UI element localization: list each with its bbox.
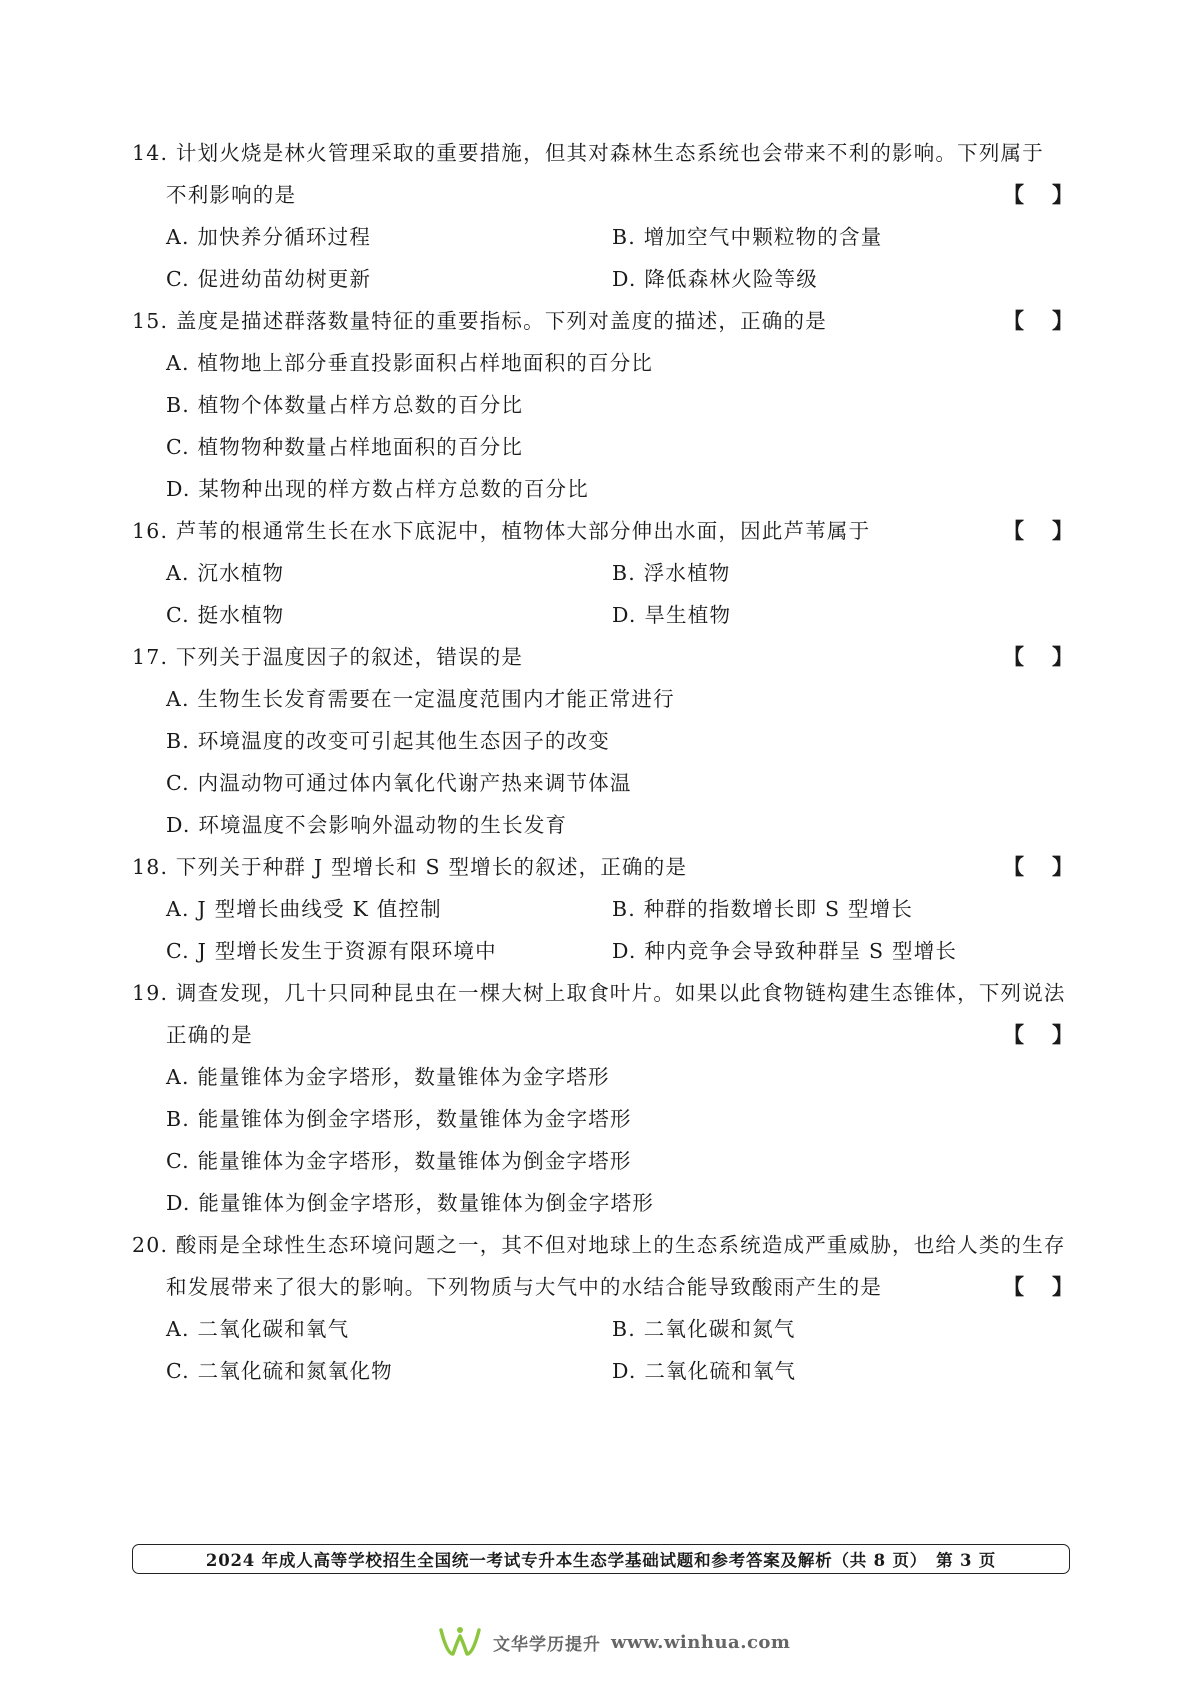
question-14-option-c: C. 促进幼苗幼树更新 bbox=[166, 267, 372, 291]
answer-bracket-20: 【 】 bbox=[1003, 1274, 1073, 1299]
question-20-stem: 20. 酸雨是全球性生态环境问题之一，其不但对地球上的生态系统造成严重威胁，也给人类的生存 bbox=[132, 1233, 1066, 1257]
question-18-option-d: D. 种内竞争会导致种群呈 S 型增长 bbox=[612, 939, 958, 963]
watermark-url: www.winhua.com bbox=[611, 1631, 791, 1653]
question-20-option-a: A. 二氧化碳和氧气 bbox=[166, 1317, 350, 1341]
question-16-option-a: A. 沉水植物 bbox=[166, 561, 285, 585]
question-15-option-c: C. 植物物种数量占样地面积的百分比 bbox=[166, 435, 524, 459]
question-15-option-d: D. 某物种出现的样方数占样方总数的百分比 bbox=[166, 477, 589, 501]
question-19-option-c: C. 能量锥体为金字塔形，数量锥体为倒金字塔形 bbox=[166, 1149, 632, 1173]
answer-bracket-15: 【 】 bbox=[1003, 308, 1073, 333]
question-20-option-d: D. 二氧化硫和氧气 bbox=[612, 1359, 797, 1383]
question-14-option-d: D. 降低森林火险等级 bbox=[612, 267, 818, 291]
question-16-option-b: B. 浮水植物 bbox=[612, 561, 731, 585]
question-17-option-c: C. 内温动物可通过体内氧化代谢产热来调节体温 bbox=[166, 771, 632, 795]
question-18-option-b: B. 种群的指数增长即 S 型增长 bbox=[612, 897, 914, 921]
question-15-option-b: B. 植物个体数量占样方总数的百分比 bbox=[166, 393, 524, 417]
question-18-stem: 18. 下列关于种群 J 型增长和 S 型增长的叙述，正确的是 bbox=[132, 855, 688, 879]
answer-bracket-16: 【 】 bbox=[1003, 518, 1073, 543]
watermark bbox=[437, 1622, 790, 1662]
question-17-option-d: D. 环境温度不会影响外温动物的生长发育 bbox=[166, 813, 568, 837]
question-16-option-c: C. 挺水植物 bbox=[166, 603, 285, 627]
page-footer bbox=[132, 1544, 1070, 1574]
footer-text: 2024 年成人高等学校招生全国统一考试专升本生态学基础试题和参考答案及解析（共 8 页） 第 3 页 bbox=[205, 1551, 997, 1570]
question-16-option-d: D. 旱生植物 bbox=[612, 603, 732, 627]
question-14-option-a: A. 加快养分循环过程 bbox=[166, 225, 372, 249]
winhua-logo-icon bbox=[437, 1624, 483, 1660]
answer-bracket-14: 【 】 bbox=[1003, 182, 1073, 207]
question-15-stem: 15. 盖度是描述群落数量特征的重要指标。下列对盖度的描述，正确的是 bbox=[132, 309, 827, 333]
watermark-brand: 文华学历提升 bbox=[493, 1634, 601, 1655]
question-20-option-c: C. 二氧化硫和氮氧化物 bbox=[166, 1359, 393, 1383]
question-19-option-b: B. 能量锥体为倒金字塔形，数量锥体为金字塔形 bbox=[166, 1107, 632, 1131]
question-17-option-a: A. 生物生长发育需要在一定温度范围内才能正常进行 bbox=[166, 687, 675, 711]
question-20-stem-continued: 和发展带来了很大的影响。下列物质与大气中的水结合能导致酸雨产生的是 bbox=[166, 1275, 883, 1299]
question-19-option-d: D. 能量锥体为倒金字塔形，数量锥体为倒金字塔形 bbox=[166, 1191, 655, 1215]
question-16-stem: 16. 芦苇的根通常生长在水下底泥中，植物体大部分伸出水面，因此芦苇属于 bbox=[132, 519, 871, 543]
question-15-option-a: A. 植物地上部分垂直投影面积占样地面积的百分比 bbox=[166, 351, 654, 375]
answer-bracket-19: 【 】 bbox=[1003, 1022, 1073, 1047]
question-14-option-b: B. 增加空气中颗粒物的含量 bbox=[612, 225, 883, 249]
answer-bracket-17: 【 】 bbox=[1003, 644, 1073, 669]
question-14-stem: 14. 计划火烧是林火管理采取的重要措施，但其对森林生态系统也会带来不利的影响。下列属于 bbox=[132, 141, 1044, 165]
question-17-stem: 17. 下列关于温度因子的叙述，错误的是 bbox=[132, 645, 524, 669]
question-19-stem-continued: 正确的是 bbox=[166, 1023, 253, 1047]
question-20-option-b: B. 二氧化碳和氮气 bbox=[612, 1317, 796, 1341]
question-19-stem: 19. 调查发现，几十只同种昆虫在一棵大树上取食叶片。如果以此食物链构建生态锥体，下列说法 bbox=[132, 981, 1066, 1005]
question-19-option-a: A. 能量锥体为金字塔形，数量锥体为金字塔形 bbox=[166, 1065, 610, 1089]
question-18-option-c: C. J 型增长发生于资源有限环境中 bbox=[166, 939, 497, 963]
answer-bracket-18: 【 】 bbox=[1003, 854, 1073, 879]
question-18-option-a: A. J 型增长曲线受 K 值控制 bbox=[166, 897, 442, 921]
question-14-stem-continued: 不利影响的是 bbox=[166, 183, 297, 207]
question-17-option-b: B. 环境温度的改变可引起其他生态因子的改变 bbox=[166, 729, 610, 753]
